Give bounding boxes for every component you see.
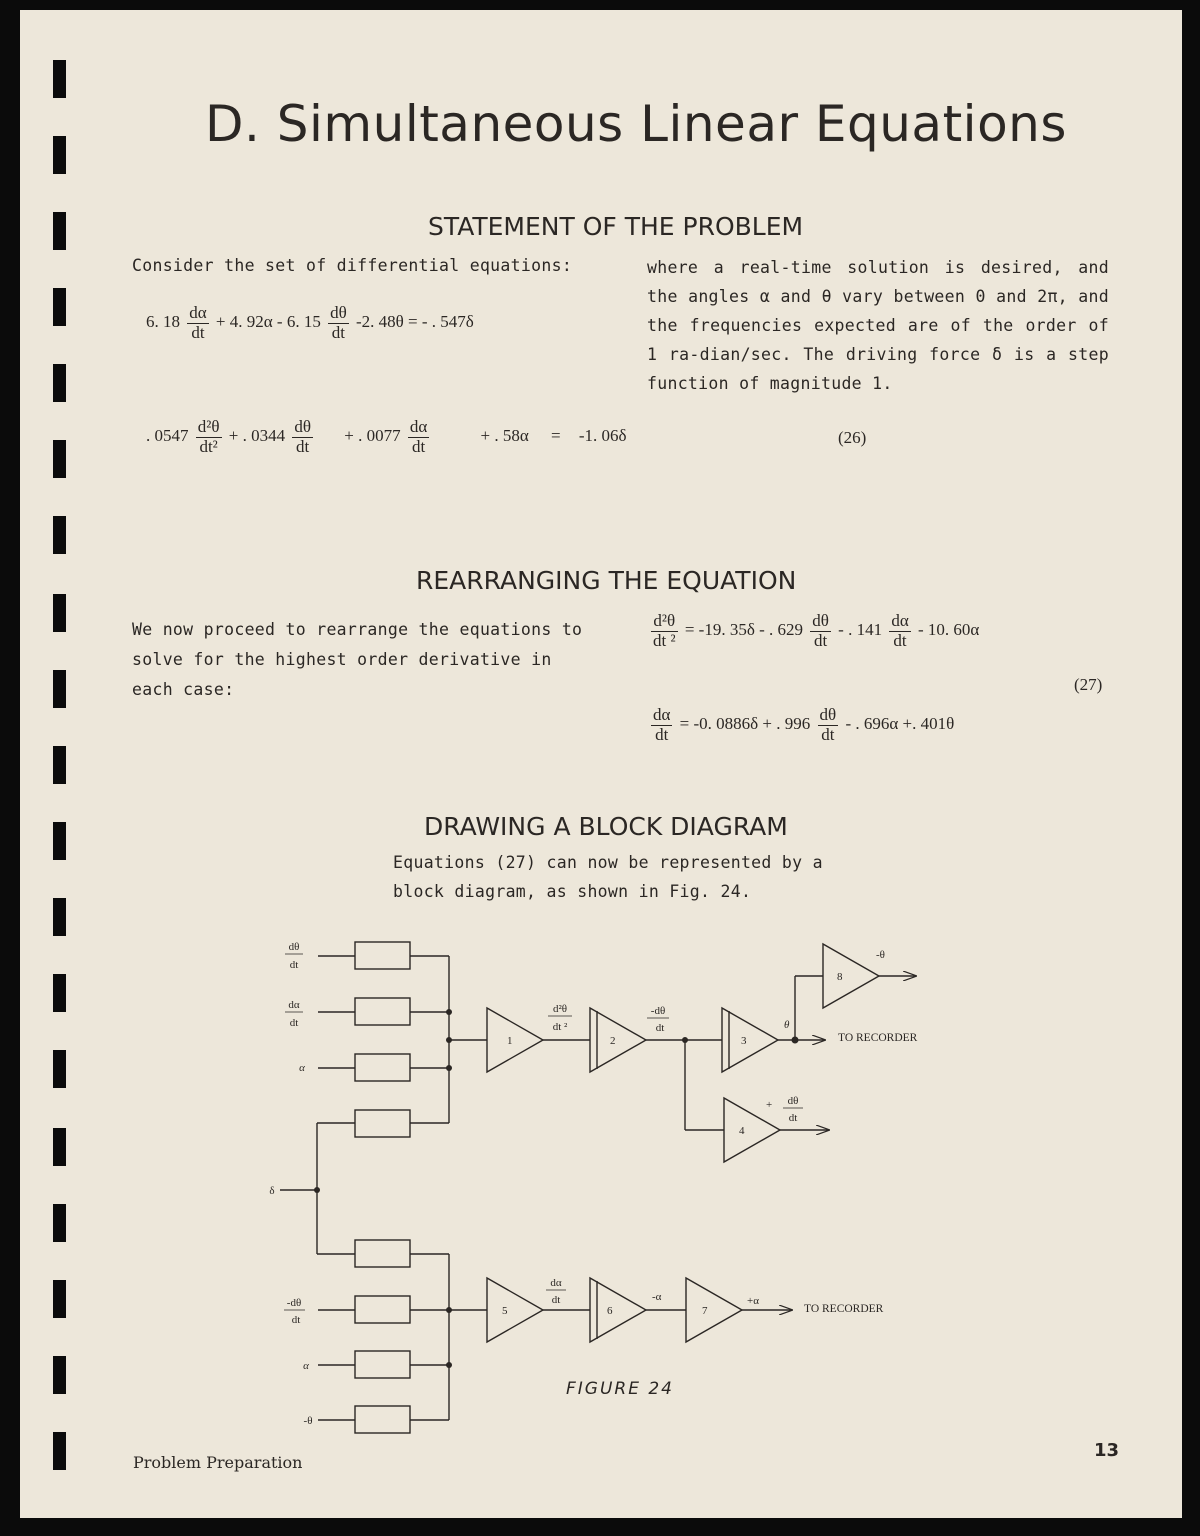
frac-num: dθ bbox=[812, 611, 829, 630]
signal-label-dtheta-den: dt bbox=[788, 1112, 798, 1124]
junction-dot bbox=[682, 1037, 688, 1043]
statement-intro: Consider the set of differential equations: bbox=[132, 256, 573, 275]
amp-number: 5 bbox=[502, 1305, 508, 1317]
amp-number: 8 bbox=[837, 971, 843, 983]
eq2-equals: = bbox=[551, 426, 561, 446]
junction-dot bbox=[446, 1009, 452, 1015]
amp-number: 6 bbox=[607, 1305, 613, 1317]
frac-num: d²θ bbox=[651, 612, 678, 632]
input-label-num: dα bbox=[288, 999, 300, 1011]
frac-den: dt bbox=[893, 630, 907, 650]
frac-den: dt bbox=[296, 436, 310, 456]
input-label-den: dt bbox=[289, 1017, 299, 1029]
frac-num: dθ bbox=[819, 705, 837, 724]
input-label-delta: δ bbox=[269, 1185, 275, 1197]
integrator-triangle bbox=[722, 1008, 778, 1072]
block-diagram-text: Equations (27) can now be represented by a block diagram, as shown in Fig. 24. bbox=[393, 853, 823, 901]
frac-den: dt² bbox=[199, 436, 218, 456]
eqA-term: - . 141 bbox=[838, 620, 883, 640]
coefficient-box bbox=[355, 1351, 410, 1378]
frac-den: dt bbox=[191, 322, 205, 342]
frac-num: dα bbox=[891, 611, 909, 630]
equation-number-26: (26) bbox=[838, 428, 867, 447]
frac-den: dt bbox=[411, 436, 426, 456]
amp-number: 3 bbox=[741, 1035, 747, 1047]
junction-dot bbox=[792, 1037, 799, 1044]
eqA-term: - 10. 60α bbox=[918, 620, 980, 640]
frac-den: dt bbox=[821, 724, 835, 744]
junction-dot bbox=[314, 1187, 320, 1193]
input-label-den: dt bbox=[291, 1314, 301, 1326]
frac-num: dα bbox=[653, 705, 671, 724]
signal-label-theta: θ bbox=[784, 1019, 790, 1031]
amp-number: 2 bbox=[610, 1035, 616, 1047]
figure-caption: FIGURE 24 bbox=[566, 1379, 674, 1399]
eq1-term: -2. 48θ = - . 547δ bbox=[355, 312, 474, 332]
coefficient-box bbox=[355, 1296, 410, 1323]
section-heading-rearranging: REARRANGING THE EQUATION bbox=[416, 566, 797, 595]
amplifier-triangle bbox=[487, 1278, 543, 1342]
junction-dot bbox=[446, 1065, 452, 1071]
eq2-term: + . 58α bbox=[480, 426, 529, 446]
signal-label-d2theta-num: d²θ bbox=[552, 1003, 568, 1015]
eqA-term: = -19. 35δ - . 629 bbox=[684, 620, 803, 640]
junction-dot bbox=[446, 1307, 452, 1313]
coefficient-box bbox=[355, 1406, 410, 1433]
eq2-coef: + . 0344 bbox=[228, 426, 286, 446]
integrator-triangle bbox=[590, 1008, 646, 1072]
frac-num: dθ bbox=[330, 303, 347, 322]
signal-label-neg-dtheta-den: dt bbox=[655, 1022, 665, 1034]
eqB-term: - . 696α +. 401θ bbox=[845, 714, 955, 734]
eqB-term: = -0. 0886δ + . 996 bbox=[679, 714, 811, 734]
coefficient-box bbox=[355, 998, 410, 1025]
amplifier-triangle bbox=[487, 1008, 543, 1072]
signal-label-d2theta-den: dt ² bbox=[552, 1021, 568, 1033]
signal-label-neg-theta: -θ bbox=[876, 949, 885, 961]
amplifier-triangle bbox=[823, 944, 879, 1008]
amp-number: 7 bbox=[702, 1305, 708, 1317]
coefficient-box bbox=[355, 1240, 410, 1267]
amplifier-triangle bbox=[686, 1278, 742, 1342]
eq2-rhs: -1. 06δ bbox=[578, 426, 627, 446]
integrator-triangle bbox=[590, 1278, 646, 1342]
input-label-alpha: α bbox=[299, 1062, 305, 1074]
section-heading-statement: STATEMENT OF THE PROBLEM bbox=[428, 212, 804, 241]
eq1-coef: 6. 18 bbox=[146, 312, 180, 332]
coefficient-box bbox=[355, 1054, 410, 1081]
eq1-term: + 4. 92α - 6. 15 bbox=[215, 312, 321, 332]
eq2-coef: + . 0077 bbox=[344, 426, 401, 446]
amp-number: 4 bbox=[739, 1125, 745, 1137]
input-label-num: dθ bbox=[288, 941, 300, 953]
frac-den: dt bbox=[655, 724, 669, 744]
input-label-alpha: α bbox=[303, 1360, 309, 1372]
signal-label-pos-alpha: +α bbox=[747, 1295, 759, 1307]
signal-label-neg-alpha: -α bbox=[652, 1291, 662, 1303]
junction-dot bbox=[446, 1037, 452, 1043]
signal-label-dalpha-den: dt bbox=[551, 1294, 561, 1306]
statement-description: where a real-time solution is desired, and the angles α and θ vary between 0 and 2π, and the frequencies expected are of the order of 1 ra-dian/sec. The driving force δ is a step function of magnitude 1. bbox=[647, 258, 1109, 393]
footer-section-name: Problem Preparation bbox=[133, 1453, 303, 1472]
recorder-label: TO RECORDER bbox=[838, 1032, 918, 1044]
frac-den: dt bbox=[331, 322, 346, 342]
amp-number: 1 bbox=[507, 1035, 513, 1047]
section-heading-block-diagram: DRAWING A BLOCK DIAGRAM bbox=[424, 812, 788, 841]
frac-num: dθ bbox=[294, 417, 311, 436]
signal-label-dalpha-num: dα bbox=[550, 1277, 562, 1289]
equation-number-27: (27) bbox=[1074, 675, 1103, 694]
input-label-den: dt bbox=[289, 959, 299, 971]
rearranging-text: We now proceed to rearrange the equations to solve for the highest order derivative in each case: bbox=[132, 620, 583, 699]
frac-den: dt bbox=[813, 630, 828, 650]
signal-label-dtheta-num: dθ bbox=[787, 1095, 799, 1107]
page-number: 13 bbox=[1094, 1440, 1120, 1461]
frac-num: dα bbox=[409, 417, 428, 436]
coefficient-box bbox=[355, 942, 410, 969]
frac-den: dt ² bbox=[653, 630, 676, 650]
recorder-label: TO RECORDER bbox=[804, 1303, 884, 1315]
coefficient-box bbox=[355, 1110, 410, 1137]
signal-label-neg-dtheta-num: -dθ bbox=[650, 1005, 666, 1017]
frac-num: d²θ bbox=[197, 417, 220, 436]
signal-label-plus: + bbox=[766, 1099, 773, 1111]
frac-num: dα bbox=[189, 303, 207, 322]
junction-dot bbox=[446, 1362, 452, 1368]
input-label-neg-theta: -θ bbox=[303, 1415, 313, 1427]
input-label-num: -dθ bbox=[286, 1297, 302, 1309]
eq2-coef: . 0547 bbox=[146, 426, 189, 446]
page-title: D. Simultaneous Linear Equations bbox=[205, 95, 1067, 153]
